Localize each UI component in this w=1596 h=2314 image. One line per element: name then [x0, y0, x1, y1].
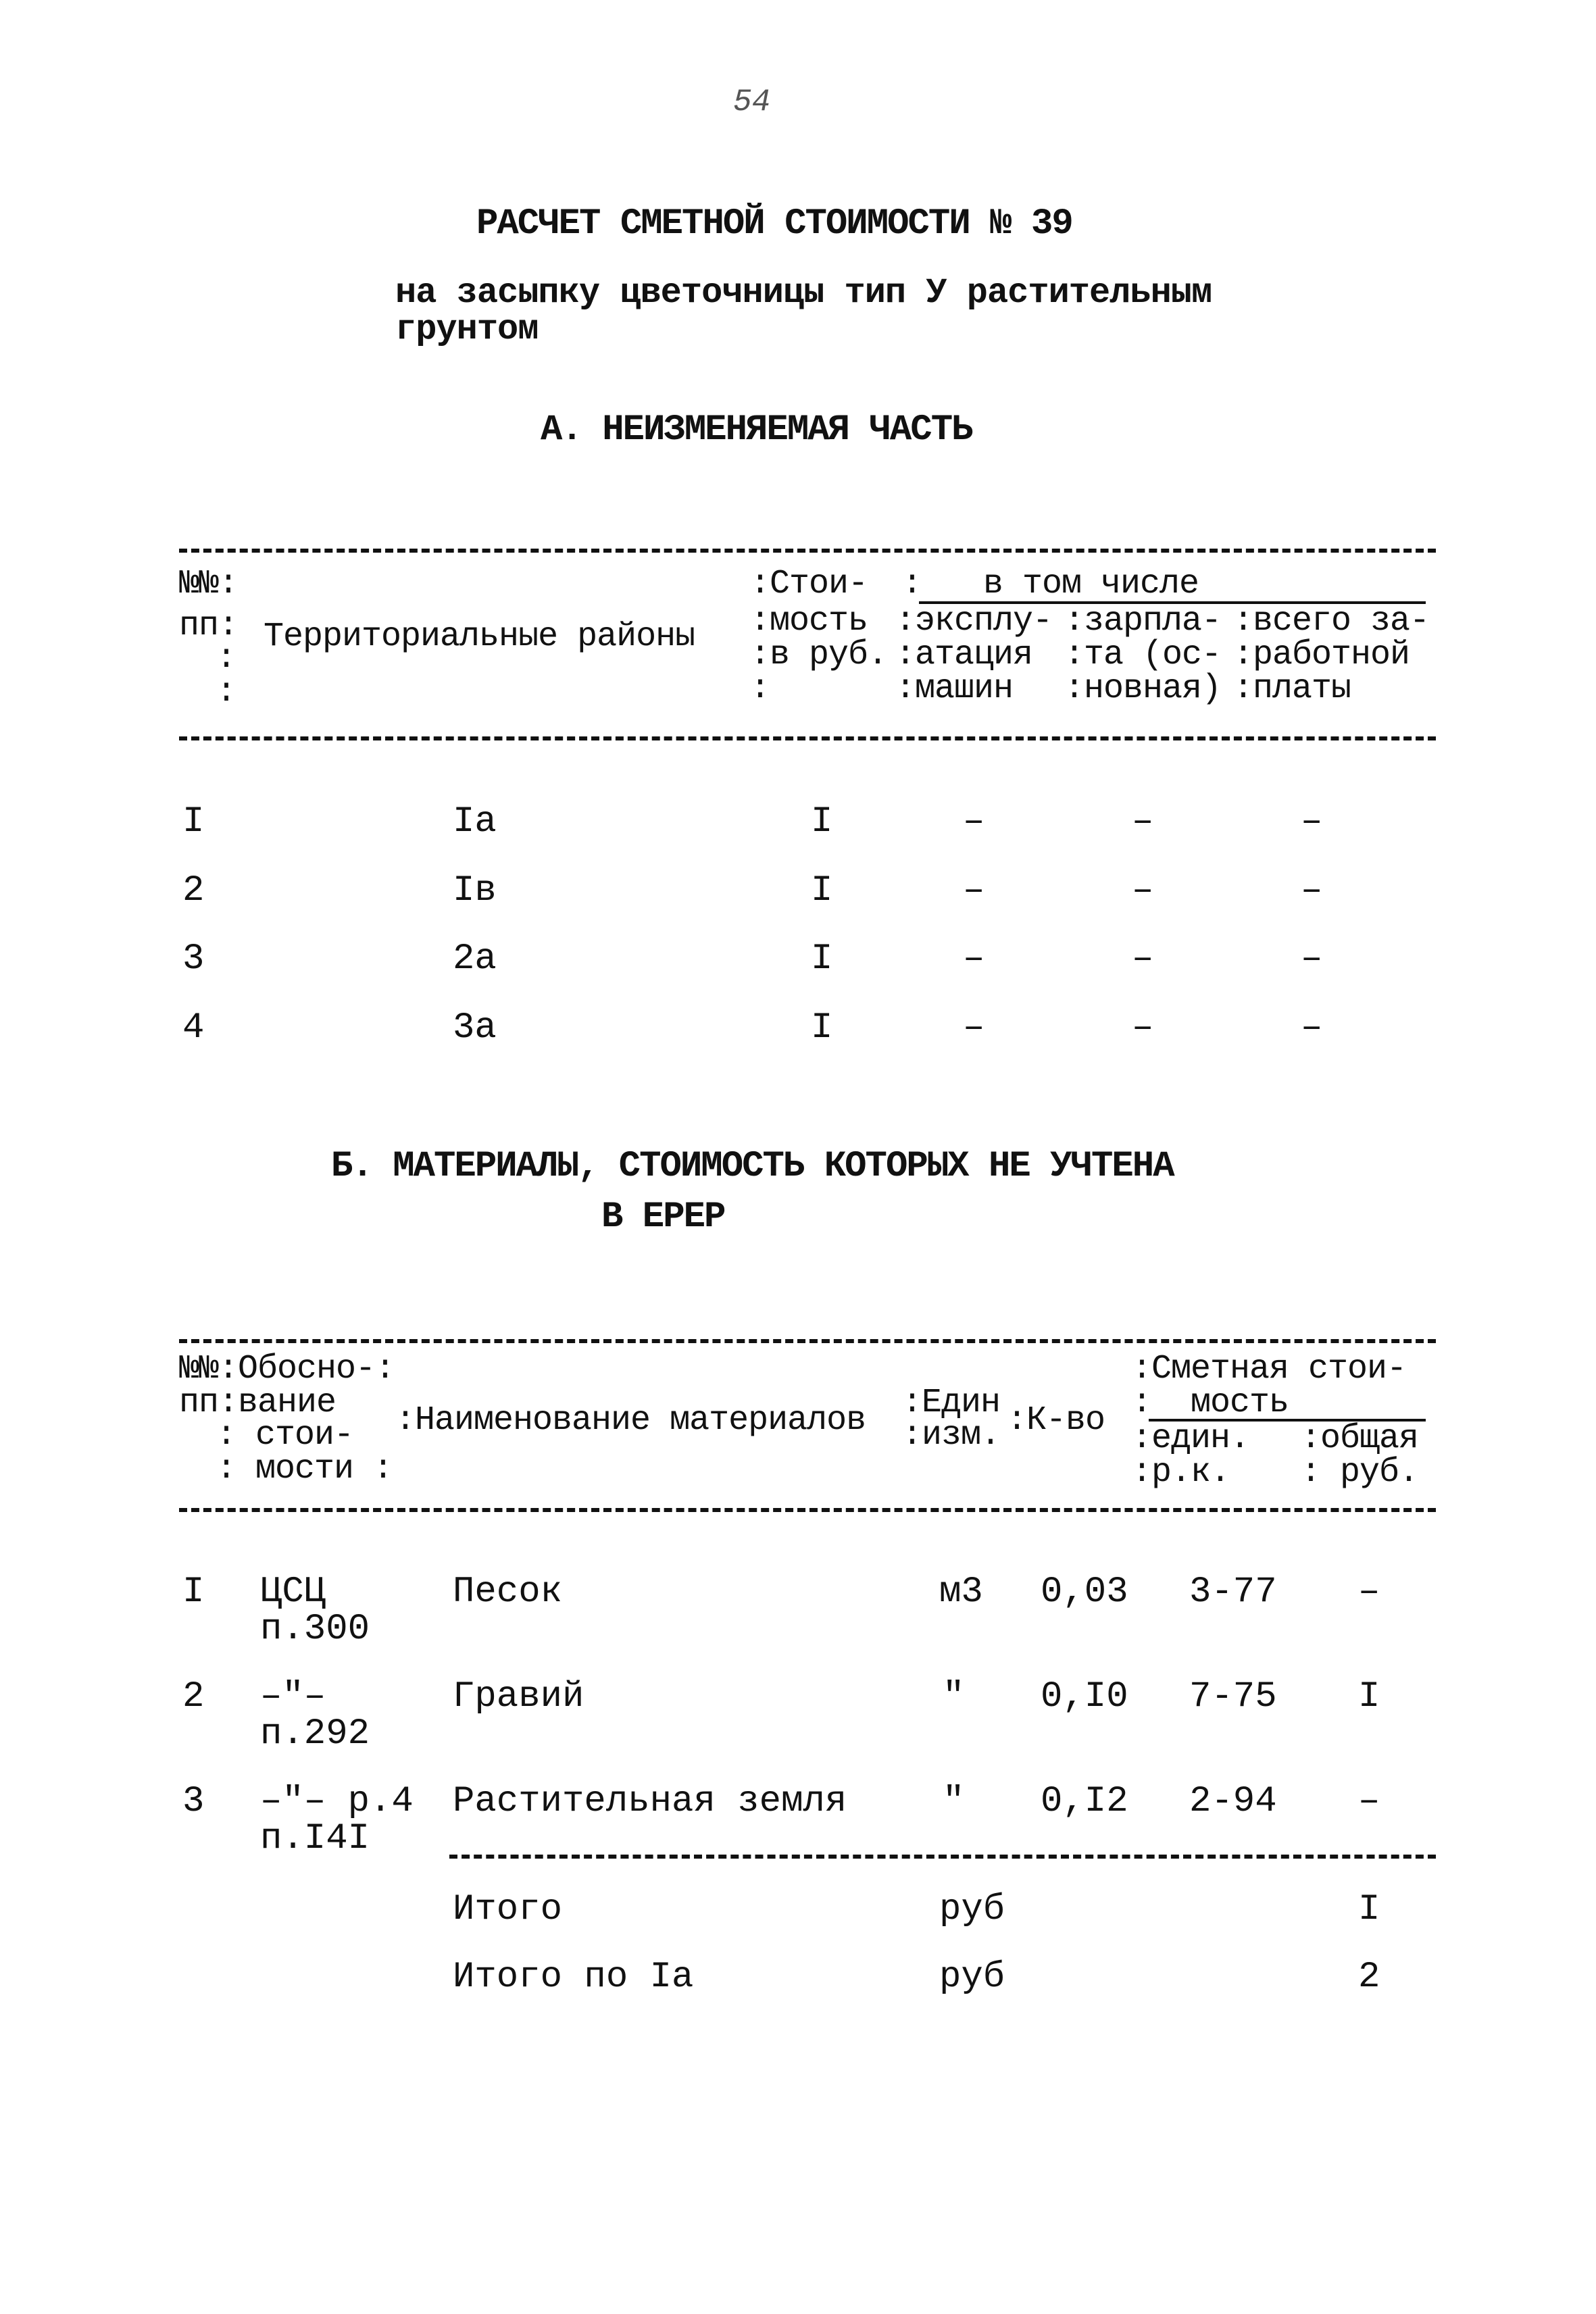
subtitle-line-1: на засыпку цветочницы тип У растительным	[395, 273, 1212, 313]
section-a-header-rule	[179, 736, 1436, 740]
header-exp-l1: :эксплу-	[895, 602, 1053, 640]
header-cost-l1: :Стои-	[750, 565, 868, 603]
row-qty: 0,03	[1041, 1571, 1128, 1613]
row-num: I	[182, 801, 205, 842]
row-cost: I	[811, 870, 833, 911]
header-tot-l3: :платы	[1233, 670, 1351, 708]
section-a-top-rule	[179, 549, 1436, 553]
row-unit-cost: 2-94	[1189, 1781, 1277, 1822]
row-qty: 0,I0	[1041, 1676, 1128, 1717]
row-num: I	[182, 1571, 205, 1613]
header-tot-l2: :работной	[1233, 636, 1410, 674]
row-name: Песок	[453, 1571, 563, 1613]
row-unit: "	[943, 1676, 965, 1717]
section-a-title: А. НЕИЗМЕНЯЕМАЯ ЧАСТЬ	[541, 409, 972, 451]
total-label: Итого	[453, 1889, 563, 1930]
header-unit-l1: :Един	[902, 1384, 1001, 1422]
header-total-l2: : руб.	[1301, 1453, 1419, 1492]
row-num: 3	[182, 938, 205, 980]
row-tot: –	[1301, 938, 1323, 980]
header-num-colon-3: :	[216, 639, 236, 678]
row-unit-cost: 7-75	[1189, 1676, 1277, 1717]
total-unit: руб	[939, 1889, 1005, 1930]
row-unit-cost: 3-77	[1189, 1571, 1277, 1613]
header-est-cost-l1: :Сметная стои-	[1132, 1350, 1407, 1388]
row-exp: –	[963, 801, 985, 842]
total-label: Итого по Iа	[453, 1957, 694, 1998]
row-exp: –	[963, 870, 985, 911]
row-cost: I	[811, 801, 833, 842]
row-name: Растительная земля	[453, 1781, 847, 1822]
header-cost-l2: :мость	[750, 602, 868, 640]
header-num-l2: пп:	[179, 607, 239, 645]
header-sal-l2: :та (ос-	[1064, 636, 1222, 674]
section-b-header-rule	[179, 1508, 1436, 1512]
header-tot-l1: :всего за-	[1233, 602, 1430, 640]
row-tot: –	[1301, 801, 1323, 842]
row-tot: –	[1301, 1007, 1323, 1049]
header-cost-colon-4: :	[750, 670, 770, 708]
row-qty: 0,I2	[1041, 1781, 1128, 1822]
document-title: РАСЧЕТ СМЕТНОЙ СТОИМОСТИ № 39	[476, 203, 1072, 245]
row-basis-l2: п.I4I	[260, 1818, 370, 1859]
row-basis-l1: –"– р.4	[260, 1781, 414, 1822]
row-basis-l2: п.300	[260, 1609, 370, 1650]
row-name: Гравий	[453, 1676, 584, 1717]
header-num-colon-4: :	[216, 673, 236, 711]
header-district: Территориальные районы	[264, 618, 695, 656]
header-name: :Наименование материалов	[395, 1401, 866, 1440]
header-sal-l3: :новная)	[1064, 670, 1222, 708]
header-num-l1: №№:	[179, 565, 239, 603]
row-basis-l1: ЦСЦ	[260, 1571, 326, 1613]
row-basis-l2: п.292	[260, 1713, 370, 1755]
row-exp: –	[963, 1007, 985, 1049]
row-sal: –	[1132, 870, 1154, 911]
header-exp-l3: :машин	[895, 670, 1014, 708]
section-b-top-rule	[179, 1339, 1436, 1343]
row-num: 2	[182, 870, 205, 911]
row-cost: I	[811, 1007, 833, 1049]
section-b-title-line-2: В ЕРЕР	[601, 1197, 725, 1238]
row-exp: –	[963, 938, 985, 980]
header-unit-cost-l1: :един.	[1132, 1419, 1250, 1458]
header-unit-l2: :изм.	[902, 1416, 1001, 1455]
row-tot: –	[1301, 870, 1323, 911]
row-district: Iа	[453, 801, 497, 842]
header-basis-l3: : стои-	[216, 1416, 354, 1455]
total-unit: руб	[939, 1957, 1005, 1998]
header-basis-l2: пп:вание	[179, 1384, 336, 1422]
page-number: 54	[733, 84, 771, 120]
header-basis-l1: №№:Обосно-:	[179, 1350, 395, 1388]
header-total-l1: :общая	[1301, 1419, 1419, 1458]
total-value: 2	[1358, 1957, 1380, 1998]
header-cost-l3: :в руб.	[750, 636, 888, 674]
header-basis-l4: : мости :	[216, 1450, 393, 1488]
header-exp-l2: :атация	[895, 636, 1033, 674]
header-qty: :К-во	[1007, 1401, 1105, 1440]
row-unit: "	[943, 1781, 965, 1822]
row-sal: –	[1132, 1007, 1154, 1049]
row-sal: –	[1132, 801, 1154, 842]
row-basis-l1: –"–	[260, 1676, 326, 1717]
row-num: 2	[182, 1676, 205, 1717]
section-b-title-line-1: Б. МАТЕРИАЛЫ, СТОИМОСТЬ КОТОРЫХ НЕ УЧТЕНА	[331, 1146, 1174, 1187]
row-district: Iв	[453, 870, 497, 911]
row-total: –	[1358, 1571, 1380, 1613]
row-total: –	[1358, 1781, 1380, 1822]
header-est-cost-l2: : мость	[1132, 1384, 1289, 1422]
header-incl-colon: :	[902, 565, 922, 603]
subtitle-line-2: грунтом	[395, 309, 539, 349]
row-unit: м3	[939, 1571, 983, 1613]
row-district: 3а	[453, 1007, 497, 1049]
row-num: 3	[182, 1781, 205, 1822]
row-cost: I	[811, 938, 833, 980]
header-sal-l1: :зарпла-	[1064, 602, 1222, 640]
total-value: I	[1358, 1889, 1380, 1930]
header-unit-cost-l2: :р.к.	[1132, 1453, 1230, 1492]
section-b-totals-rule	[449, 1855, 1436, 1859]
header-including: в том числе	[983, 565, 1199, 603]
row-sal: –	[1132, 938, 1154, 980]
row-total: I	[1358, 1676, 1380, 1717]
row-num: 4	[182, 1007, 205, 1049]
row-district: 2а	[453, 938, 497, 980]
